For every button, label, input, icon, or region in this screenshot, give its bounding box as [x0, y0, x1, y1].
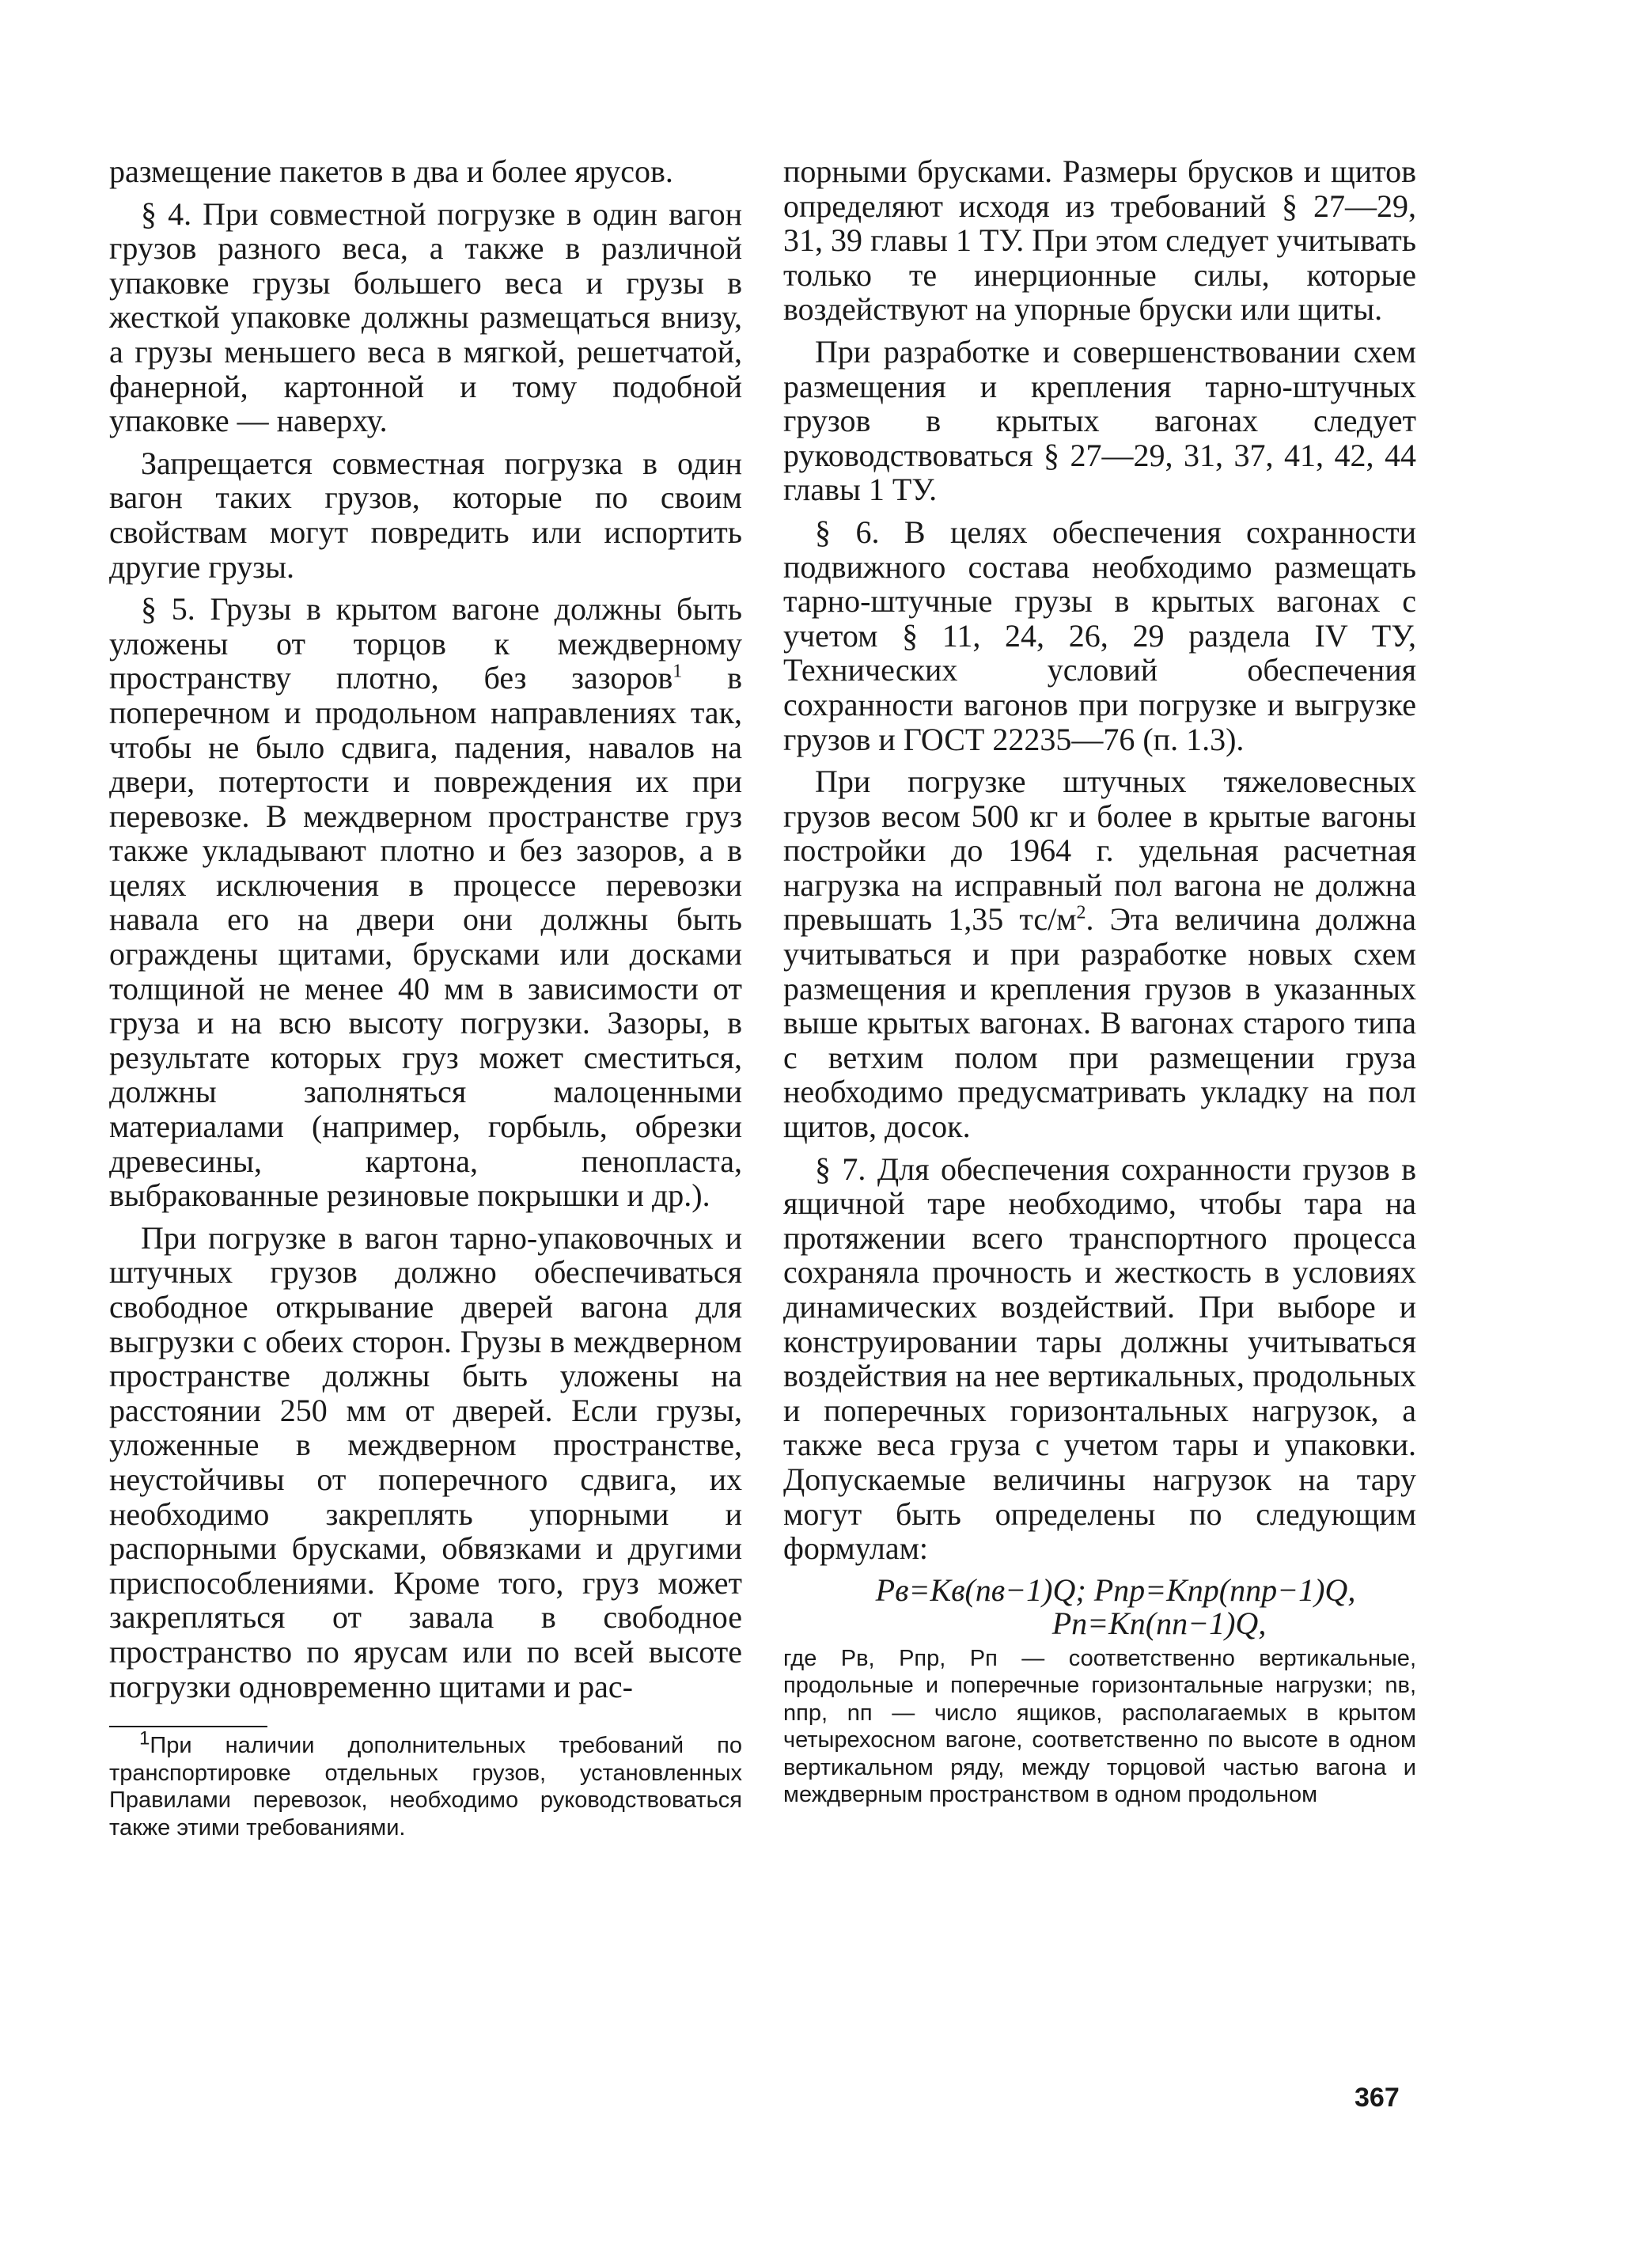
formula-line: Pп=Kп(nп−1)Q,	[1051, 1605, 1267, 1641]
paragraph: При погрузке в вагон тарно-упаковочных и штучных грузов должно обеспечиваться свободное открывание дверей вагона для выгрузки с обеих сторон. Грузы в междверном пространстве должны быть уложены на расстоянии 250 мм от дверей. Если грузы, уложенные в междверном пространстве, неустойчивы от поперечного сдвига, их необходимо закреплять упорными и распорными брусками, обвязками и другими приспособлениями. Кроме того, груз может закрепляться от завала в свободное пространство по ярусам или по всей высоте погрузки одновременно щитами и рас-	[109, 1219, 742, 1704]
formula-note: где Pв, Pпр, Pп — соответственно вертикальные, продольные и поперечные горизонтальные нагрузки; nв, nпр, nп — число ящиков, располагаемых в крытом четырехосном вагоне, соответственно по высоте в одном вертикальном ряду, между торцовой частью вагона и междверным пространством в одном продольном	[783, 1645, 1416, 1808]
paragraph-with-footnote	[109, 592, 742, 1213]
paragraph-text: При погрузке штучных тяжеловесных грузов весом 500 кг и более в крытые вагоны постройки до 1964 г. удельная расчетная нагрузка на исправный пол вагона не должна превышать 1,35 тс/м	[783, 764, 1416, 938]
power-superscript: 2	[1076, 903, 1086, 924]
paragraph: При разработке и совершенствовании схем размещения и крепления тарно-штучных грузов в крытых вагонах следует руководствоваться § 27—29, 31, 37, 41, 42, 44 главы 1 ТУ.	[783, 333, 1416, 508]
paragraph: Запрещается совместная погрузка в один вагон таких грузов, которые по своим свойствам могут повредить или испортить другие грузы.	[109, 445, 742, 585]
paragraph: размещение пакетов в два и более ярусов.	[109, 154, 673, 189]
paragraph: § 7. Для обеспечения сохранности грузов в ящичной таре необходимо, чтобы тара на протяжении всего транспортного процесса сохраняла прочность и жесткость в условиях динамических воздействий. При выборе и конструировании тары должны учитываться воздействия на нее вертикальных, продольных и поперечных горизонтальных нагрузок, а также веса груза с учетом тары и упаковки. Допускаемые величины нагрузок на тару могут быть определены по следующим формулам:	[783, 1151, 1416, 1567]
formula-line: Pв=Kв(nв−1)Q; Pпр=Kпр(nпр−1)Q,	[875, 1571, 1356, 1608]
paragraph-with-superscript	[783, 764, 1416, 1144]
paragraph-text: § 5. Грузы в крытом вагоне должны быть уложены от торцов к междверному пространству плотно, без зазоров	[109, 591, 742, 696]
paragraph: § 4. При совместной погрузке в один вагон грузов разного веса, а также в различной упаковке грузы большего веса и грузы в жесткой упаковке должны размещаться внизу, а грузы меньшего веса в мягкой, решетчатой, фанерной, картонной и тому подобной упаковке — наверху.	[109, 195, 742, 439]
left-column	[109, 154, 742, 1841]
page-number: 367	[1355, 2083, 1400, 2113]
footnote-divider	[109, 1726, 267, 1727]
footnote	[109, 1727, 742, 1841]
footnote-marker: 1	[139, 1727, 150, 1749]
formula	[783, 1571, 1416, 1641]
paragraph: § 6. В целях обеспечения сохранности подвижного состава необходимо размещать тарно-штучные грузы в крытых вагонах с учетом § 11, 24, 26, 29 раздела IV ТУ, Технических условий обеспечения сохранности вагонов при погрузке и выгрузке грузов и ГОСТ 22235—76 (п. 1.3).	[783, 514, 1416, 757]
right-column	[783, 154, 1416, 1809]
footnote-marker: 1	[673, 661, 683, 682]
paragraph: порными брусками. Размеры брусков и щитов определяют исходя из требований § 27—29, 31, 39 главы 1 ТУ. При этом следует учитывать только те инерционные силы, которые воздействуют на упорные бруски или щиты.	[783, 154, 1416, 328]
paragraph-text: в поперечном и продольном направлениях так, чтобы не было сдвига, падения, навалов на двери, потертости и повреждения их при перевозке. В междверном пространстве груз также укладывают плотно и без зазоров, а в целях исключения в процессе перевозки навала его на двери они должны быть ограждены щитами, брусками или досками толщиной не менее 40 мм в зависимости от груза и на всю высоту погрузки. Зазоры, в результате которых груз может сместиться, должны заполняться малоценными материалами (например, горбыль, обрезки древесины, картона, пенопласта, выбракованные резиновые покрышки и др.).	[109, 660, 743, 1214]
footnote-text: При наличии дополнительных требований по транспортировке отдельных грузов, установленных Правилами перевозок, необходимо руководствоваться также этими требованиями.	[109, 1733, 742, 1840]
paragraph-text: . Эта величина должна учитываться и при разработке новых схем размещения и крепления грузов в указанных выше крытых вагонах. В вагонах старого типа с ветхим полом при размещении груза необходимо предусматривать укладку на пол щитов, досок.	[783, 901, 1417, 1145]
